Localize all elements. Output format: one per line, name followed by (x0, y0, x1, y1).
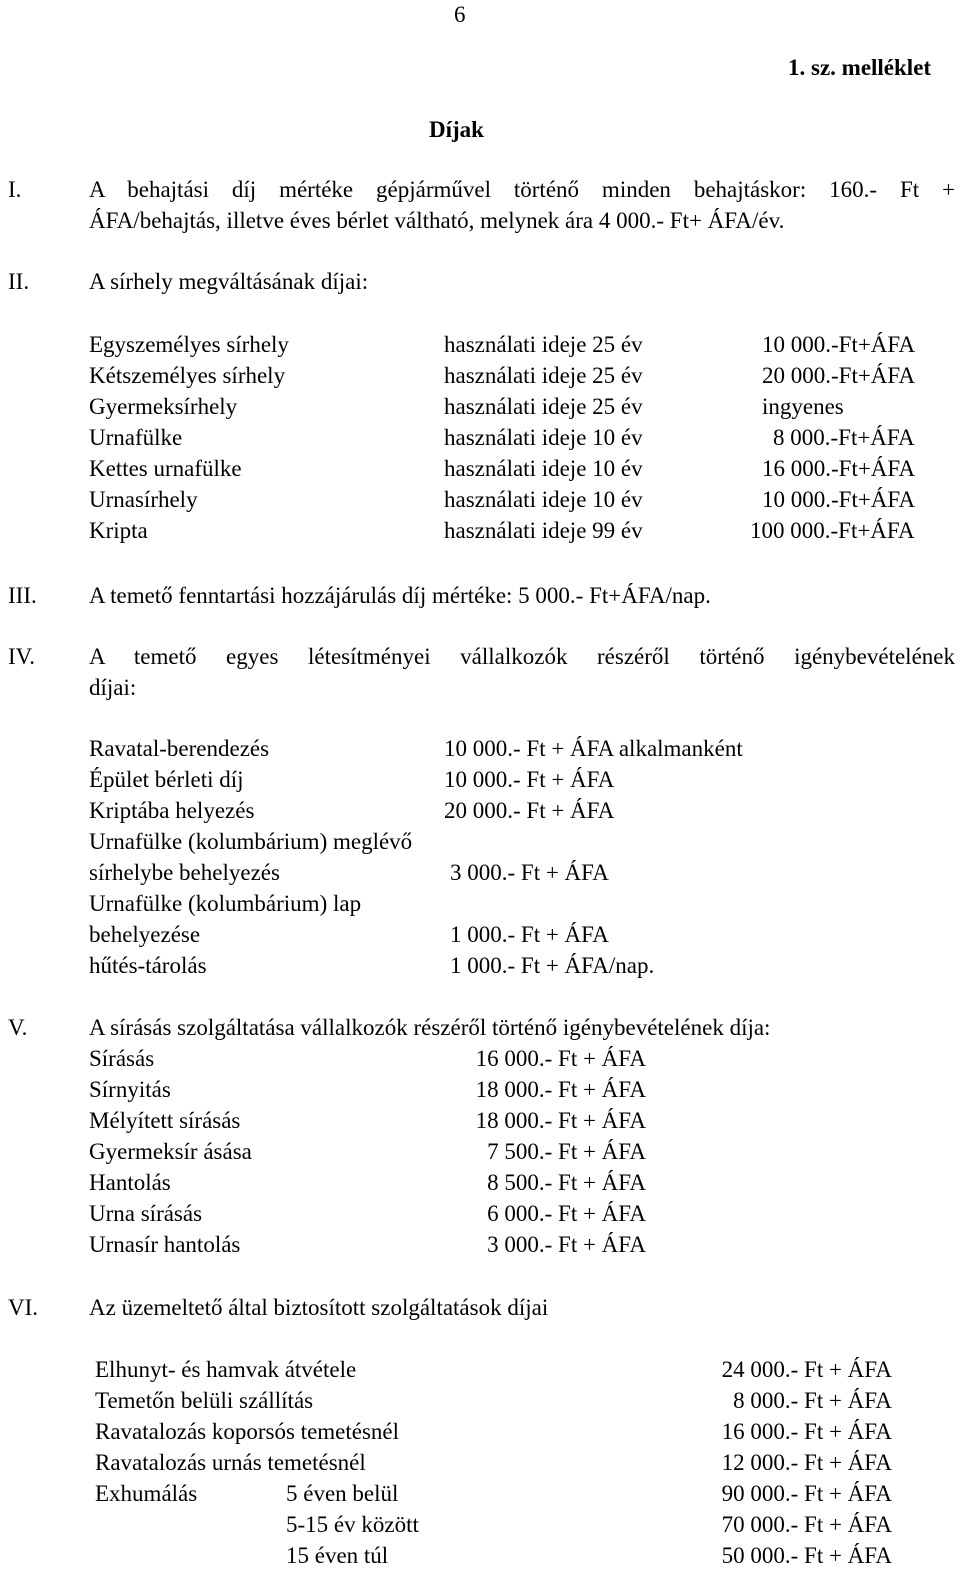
fee-row-name: Urnafülke (89, 425, 183, 450)
fee-row-price: 10 000.-Ft+ÁFA (762, 487, 916, 512)
section-heading: A sírhely megváltásának díjai: (89, 269, 369, 294)
page-title: Díjak (429, 117, 484, 142)
fee-row-price: 8 000.- Ft + ÁFA (733, 1388, 892, 1413)
fee-row-name: Épület bérleti díj (89, 767, 244, 792)
page-number: 6 (454, 2, 466, 27)
fee-row-price: 10 000.-Ft+ÁFA (762, 332, 916, 357)
fee-row-name: Gyermeksírhely (89, 394, 238, 419)
fee-row-name: Ravatalozás koporsós temetésnél (95, 1419, 400, 1444)
fee-row-name: Sírnyitás (89, 1077, 171, 1102)
fee-row-name: Gyermeksír ásása (89, 1139, 252, 1164)
section-number: II. (8, 269, 30, 294)
fee-row-name: Urnafülke (kolumbárium) meglévő (89, 829, 413, 854)
fee-row-name: Urnasír hantolás (89, 1232, 241, 1257)
fee-row-sub: 5-15 év között (286, 1512, 419, 1537)
fee-row-price: 100 000.-Ft+ÁFA (750, 518, 915, 543)
fee-row-price: ingyenes (762, 394, 844, 419)
section-heading: A sírásás szolgáltatása vállalkozók részéről történő igénybevételének díja: (89, 1015, 771, 1040)
fee-row-price: 70 000.- Ft + ÁFA (721, 1512, 892, 1537)
section-text: A temető fenntartási hozzájárulás díj mértéke: 5 000.- Ft+ÁFA/nap. (89, 583, 711, 608)
fee-row-name: Exhumálás (95, 1481, 198, 1506)
fee-row-price: 6 000.- Ft + ÁFA (487, 1201, 646, 1226)
fee-row-sub: 15 éven túl (286, 1543, 389, 1568)
fee-row-name: sírhelybe behelyezés (89, 860, 280, 885)
fee-row-name: Egyszemélyes sírhely (89, 332, 289, 357)
section-heading: Az üzemeltető által biztosított szolgáltatások díjai (89, 1295, 549, 1320)
fee-row-sub: 5 éven belül (286, 1481, 399, 1506)
fee-row-name: Mélyített sírásás (89, 1108, 241, 1133)
fee-row-period: használati ideje 10 év (444, 425, 643, 450)
fee-row-period: használati ideje 99 év (444, 518, 643, 543)
section-number: III. (8, 583, 37, 608)
section-number: V. (8, 1015, 28, 1040)
fee-row-period: használati ideje 10 év (444, 487, 643, 512)
fee-row-name: Ravatalozás urnás temetésnél (95, 1450, 366, 1475)
fee-row-period: használati ideje 10 év (444, 456, 643, 481)
section-number: IV. (8, 644, 36, 669)
fee-row-price: 3 000.- Ft + ÁFA (450, 860, 609, 885)
fee-row-price: 8 000.-Ft+ÁFA (773, 425, 915, 450)
fee-row-price: 24 000.- Ft + ÁFA (721, 1357, 892, 1382)
fee-row-name: Urnafülke (kolumbárium) lap (89, 891, 362, 916)
fee-row-price: 16 000.- Ft + ÁFA (475, 1046, 646, 1071)
fee-row-price: 1 000.- Ft + ÁFA/nap. (450, 953, 655, 978)
fee-row-price: 3 000.- Ft + ÁFA (487, 1232, 646, 1257)
section-number: I. (8, 177, 22, 202)
annex-label: 1. sz. melléklet (788, 55, 932, 80)
fee-row-price: 7 500.- Ft + ÁFA (487, 1139, 646, 1164)
section-text: A temető egyes létesítményei vállalkozók részéről történő igénybevételének (89, 644, 955, 669)
section-text: A behajtási díj mértéke gépjárművel történő minden behajtáskor: 160.- Ft + (89, 177, 955, 202)
fee-row-price: 18 000.- Ft + ÁFA (475, 1108, 646, 1133)
fee-row-price: 18 000.- Ft + ÁFA (475, 1077, 646, 1102)
fee-row-price: 90 000.- Ft + ÁFA (721, 1481, 892, 1506)
section-text: díjai: (89, 675, 137, 700)
fee-row-name: Elhunyt- és hamvak átvétele (95, 1357, 357, 1382)
fee-row-name: hűtés-tárolás (89, 953, 207, 978)
fee-row-price: 10 000.- Ft + ÁFA alkalmanként (444, 736, 743, 761)
fee-row-name: Kétszemélyes sírhely (89, 363, 286, 388)
fee-row-price: 20 000.-Ft+ÁFA (762, 363, 916, 388)
fee-row-price: 1 000.- Ft + ÁFA (450, 922, 609, 947)
fee-row-price: 20 000.- Ft + ÁFA (444, 798, 615, 823)
fee-row-name: Kettes urnafülke (89, 456, 242, 481)
fee-row-period: használati ideje 25 év (444, 363, 643, 388)
fee-row-name: behelyezése (89, 922, 201, 947)
fee-row-name: Urna sírásás (89, 1201, 203, 1226)
fee-row-price: 50 000.- Ft + ÁFA (721, 1543, 892, 1568)
fee-row-name: Ravatal-berendezés (89, 736, 270, 761)
fee-row-price: 16 000.-Ft+ÁFA (762, 456, 916, 481)
fee-row-name: Hantolás (89, 1170, 171, 1195)
fee-row-price: 16 000.- Ft + ÁFA (721, 1419, 892, 1444)
fee-row-name: Sírásás (89, 1046, 155, 1071)
fee-row-period: használati ideje 25 év (444, 332, 643, 357)
fee-row-period: használati ideje 25 év (444, 394, 643, 419)
fee-row-price: 8 500.- Ft + ÁFA (487, 1170, 646, 1195)
fee-row-price: 10 000.- Ft + ÁFA (444, 767, 615, 792)
fee-row-name: Kriptába helyezés (89, 798, 255, 823)
section-number: VI. (8, 1295, 39, 1320)
section-text: ÁFA/behajtás, illetve éves bérlet váltható, melynek ára 4 000.- Ft+ ÁFA/év. (89, 208, 785, 233)
fee-row-name: Temetőn belüli szállítás (95, 1388, 314, 1413)
fee-row-price: 12 000.- Ft + ÁFA (721, 1450, 892, 1475)
fee-row-name: Kripta (89, 518, 148, 543)
fee-row-name: Urnasírhely (89, 487, 198, 512)
